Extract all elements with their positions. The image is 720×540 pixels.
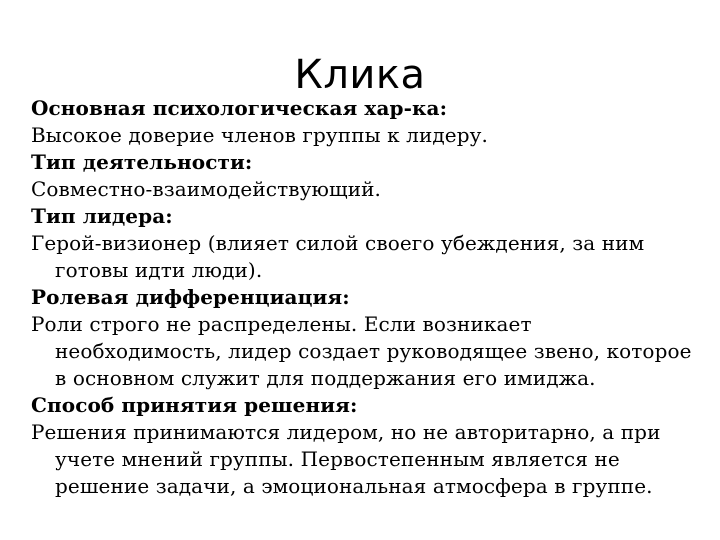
heading-leader-type: Тип лидера: (31, 204, 173, 228)
heading-psychological-characteristic: Основная психологическая хар-ка: (31, 96, 448, 120)
heading-activity-type: Тип деятельности: (31, 150, 253, 174)
text-role-differentiation: Роли строго не распределены. Если возникает необходимость, лидер создает руководящее звено, которое в основном служит для поддержания его имиджа. (31, 312, 692, 390)
text-psychological-characteristic: Высокое доверие членов группы к лидеру. (31, 123, 488, 147)
text-leader-type: Герой-визионер (влияет силой своего убеждения, за ним готовы идти люди). (31, 231, 645, 282)
heading-decision-method: Способ принятия решения: (31, 393, 358, 417)
text-decision-method: Решения принимаются лидером, но не авторитарно, а при учете мнений группы. Первостепенным является не решение задачи, а эмоциональная атмосфера в группе. (31, 420, 661, 498)
text-activity-type: Совместно-взаимодействующий. (31, 177, 382, 201)
heading-role-differentiation: Ролевая дифференциация: (31, 285, 350, 309)
slide-title: Клика (294, 51, 426, 98)
slide-content (31, 95, 703, 500)
